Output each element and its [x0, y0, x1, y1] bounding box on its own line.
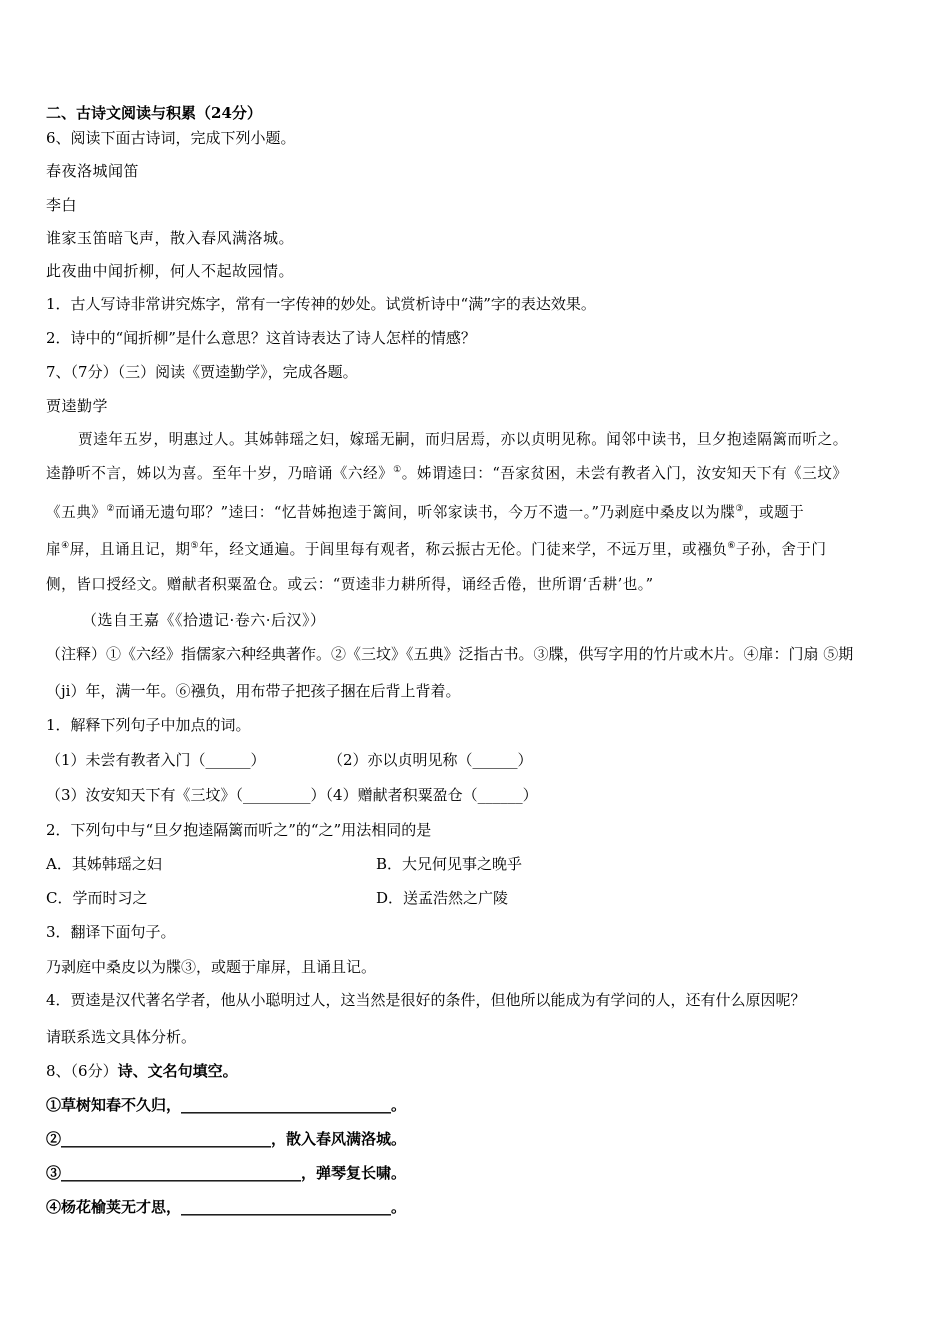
footnote-marker: ⑤ [190, 541, 200, 552]
q7-sub-4-continued: 请联系选文具体分析。 [46, 1028, 197, 1046]
fill-line-4: ④杨花榆荚无才思，____________________________。 [46, 1198, 407, 1216]
passage-text: 年，经文通遍。于闾里每有观者，称云振古无伦。门徒来学，不远万里，或襁负 [199, 541, 728, 558]
footnote-marker: ② [106, 504, 115, 515]
passage-text: 逵静听不言，姊以为喜。至年十岁，乃暗诵《六经》 [46, 465, 394, 482]
poem-line-2: 此夜曲中闻折柳，何人不起故园情。 [46, 262, 295, 280]
q7-sub-1-row-2 [46, 785, 538, 805]
q7-sub-1: 1．解释下列句子中加点的词。 [46, 716, 251, 734]
blank-item: （3）汝安知天下有《三坟》（_________） [46, 786, 326, 804]
fill-line-3: ③________________________________，弹琴复长啸。 [46, 1164, 407, 1182]
annotation-line-2: （ji）年，满一年。⑥襁负，用布带子把孩子捆在后背上背着。 [46, 682, 461, 700]
passage-line-3 [46, 503, 804, 523]
passage-source: （选自王嘉《《拾遗记·卷六·后汉》） [82, 611, 326, 629]
option-a: A．其姊韩瑶之妇 [46, 855, 162, 873]
passage-title: 贾逵勤学 [46, 397, 109, 415]
q7-sub-4: 4．贾逵是汉代著名学者，他从小聪明过人，这当然是很好的条件，但他所以能成为有学问的人，还有什么原因呢？ [46, 991, 806, 1009]
passage-text: 屏，且诵且记，期 [69, 541, 191, 558]
poem-line-1: 谁家玉笛暗飞声，散入春风满洛城。 [46, 229, 295, 247]
q8-intro [46, 1061, 238, 1081]
q7-sub-3: 3．翻译下面句子。 [46, 923, 176, 941]
passage-line-2 [46, 464, 847, 484]
passage-text: ，或题于 [743, 504, 805, 521]
passage-text: 子孙，舍于门 [735, 541, 827, 558]
q6-sub-2: 2．诗中的“闻折柳”是什么意思？这首诗表达了诗人怎样的情感？ [46, 329, 476, 347]
option-b: B．大兄何见事之晚乎 [376, 855, 523, 873]
q7-sub-3-text: 乃剥庭中桑皮以为牒③，或题于扉屏，且诵且记。 [46, 958, 377, 976]
q8-title: 诗、文名句填空。 [117, 1062, 238, 1080]
option-c: C．学而时习之 [46, 889, 148, 907]
q6-intro: 6、阅读下面古诗词，完成下列小题。 [46, 129, 296, 147]
section-heading: 二、古诗文阅读与积累（24分） [46, 104, 262, 122]
blank-item: （4）赠献者积粟盈仓（______） [325, 786, 538, 804]
passage-text: 《五典》 [46, 504, 107, 521]
q7-intro: 7、（7分）（三）阅读《贾逵勤学》，完成各题。 [46, 363, 358, 381]
footnote-marker: ① [393, 465, 402, 476]
option-d: D．送孟浩然之广陵 [376, 889, 509, 907]
blank-item: （2）亦以贞明见称（______） [328, 751, 533, 769]
passage-text: 而诵无遗句耶？”逵曰：“忆昔姊抱逵于篱间，听邻家读书，今万不遗一。”乃剥庭中桑皮以为牒 [114, 504, 736, 521]
fill-line-1: ①草树知春不久归，____________________________。 [46, 1096, 407, 1114]
fill-line-2: ②____________________________，散入春风满洛城。 [46, 1130, 407, 1148]
poem-author: 李白 [46, 196, 78, 214]
footnote-marker: ⑥ [727, 541, 736, 552]
passage-text: 扉 [46, 541, 62, 558]
passage-text: 。姊谓逵曰：“吾家贫困，未尝有教者入门，汝安知天下有《三坟》 [401, 465, 848, 482]
q7-sub-2: 2．下列句中与“旦夕抱逵隔篱而听之”的“之”用法相同的是 [46, 821, 432, 839]
q7-sub-1-row-1 [46, 750, 533, 770]
footnote-marker: ③ [735, 504, 744, 515]
passage-line-4 [46, 540, 826, 560]
q6-sub-1: 1．古人写诗非常讲究炼字，常有一字传神的妙处。试赏析诗中“满”字的表达效果。 [46, 295, 596, 313]
blank-item: （1）未尝有教者入门（______） [46, 751, 266, 769]
q8-number: 8、（6分） [46, 1062, 118, 1080]
passage-line-5: 侧，皆口授经文。赠献者积粟盈仓。或云：“贾逵非力耕所得，诵经舌倦，世所谓‘舌耕’也。” [46, 576, 654, 593]
options-row-1 [46, 854, 523, 874]
annotation-line-1: （注释）①《六经》指儒家六种经典著作。②《三坟》《五典》泛指古书。③牒，供写字用的竹片或木片。④扉：门扇 ⑤期 [46, 645, 854, 663]
footnote-marker: ④ [61, 541, 70, 552]
passage-line-1: 贾逵年五岁，明惠过人。其姊韩瑶之妇，嫁瑶无嗣，而归居焉，亦以贞明见称。闻邻中读书，旦夕抱逵隔篱而听之。 [78, 431, 848, 448]
poem-title: 春夜洛城闻笛 [46, 162, 140, 180]
options-row-2 [46, 888, 509, 908]
